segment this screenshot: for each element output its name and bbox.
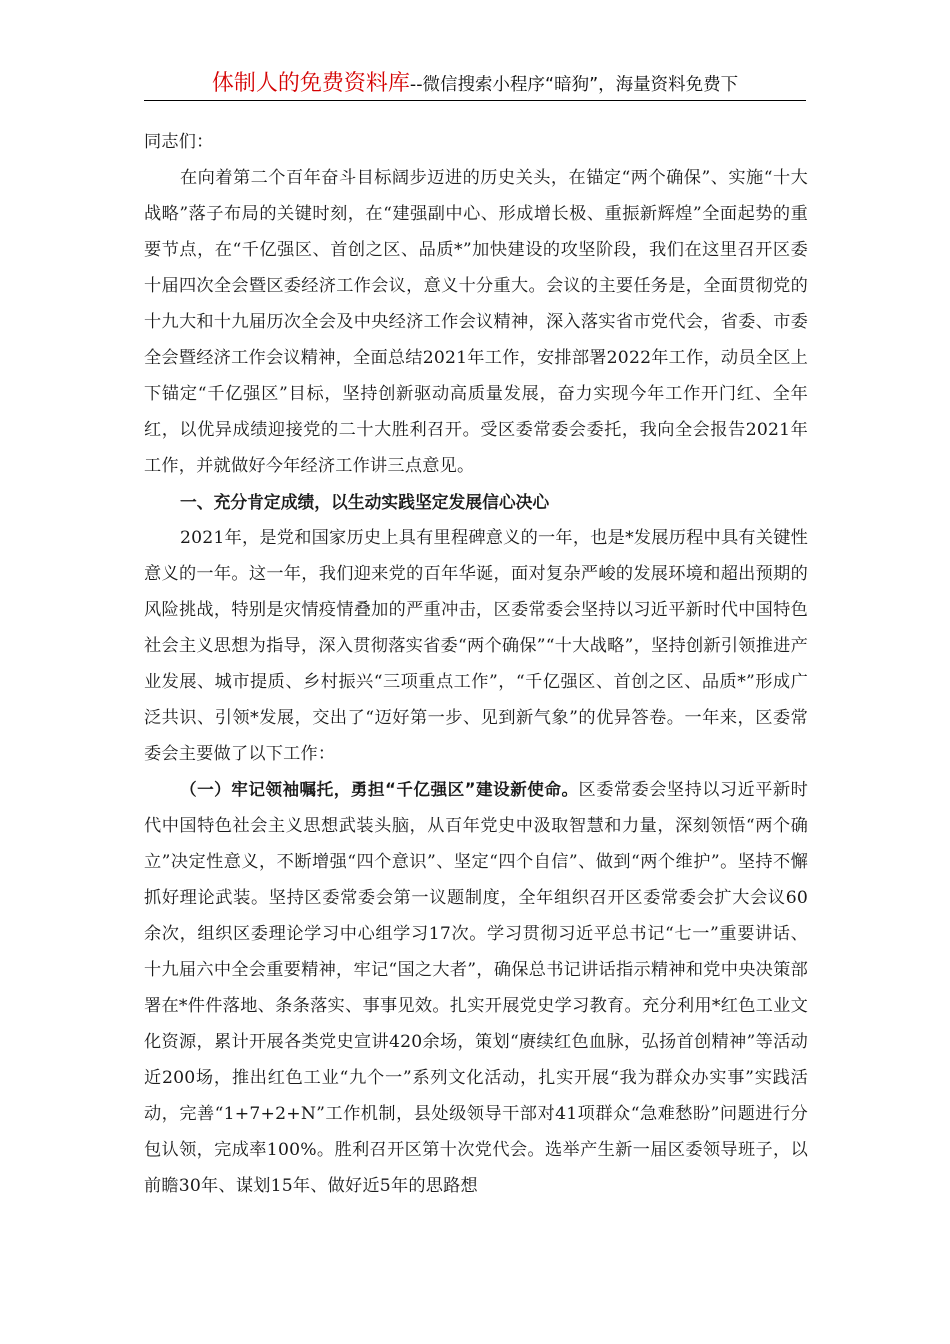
page-header-watermark [144, 66, 806, 101]
intro-paragraph: 在向着第二个百年奋斗目标阔步迈进的历史关头，在锚定“两个确保”、实施“十大战略”落子布局的关键时刻，在“建强副中心、形成增长极、重振新辉煌”全面起势的重要节点，在“千亿强区、首创之区、品质*”加快建设的攻坚阶段，我们在这里召开区委十届四次全会暨区委经济工作会议，意义十分重大。会议的主要任务是，全面贯彻党的十九大和十九届历次全会及中央经济工作会议精神，深入落实省市党代会，省委、市委全会暨经济工作会议精神，全面总结2021年工作，安排部署2022年工作，动员全区上下锚定“千亿强区”目标，坚持创新驱动高质量发展，奋力实现今年工作开门红、全年红，以优异成绩迎接党的二十大胜利召开。受区委常委会委托，我向全会报告2021年工作，并就做好今年经济工作讲三点意见。 [144, 168, 808, 476]
section-1-heading: 一、充分肯定成绩，以生动实践坚定发展信心决心 [180, 492, 550, 512]
header-tagline: --微信搜索小程序“暗狗”，海量资料免费下 [409, 75, 739, 95]
item-1-lead: （一）牢记领袖嘱托，勇担“千亿强区”建设新使命。 [180, 780, 579, 799]
section-1-paragraph: 2021年，是党和国家历史上具有里程碑意义的一年，也是*发展历程中具有关键性意义的一年。这一年，我们迎来党的百年华诞，面对复杂严峻的发展环境和超出预期的风险挑战，特别是灾情疫情叠加的严重冲击，区委常委会坚持以习近平新时代中国特色社会主义思想为指导，深入贯彻落实省委“两个确保”“十大战略”，坚持创新引领推进产业发展、城市提质、乡村振兴“三项重点工作”，“千亿强区、首创之区、品质*”形成广泛共识、引领*发展，交出了“迈好第一步、见到新气象”的优异答卷。一年来，区委常委会主要做了以下工作： [144, 528, 808, 764]
header-brand: 体制人的免费资料库 [211, 71, 410, 96]
item-1-text: 区委常委会坚持以习近平新时代中国特色社会主义思想武装头脑，从百年党史中汲取智慧和力量，深刻领悟“两个确立”决定性意义，不断增强“四个意识”、坚定“四个自信”、做到“两个维护”。坚持不懈抓好理论武装。坚持区委常委会第一议题制度，全年组织召开区委常委会扩大会议60余次，组织区委理论学习中心组学习17次。学习贯彻习近平总书记“七一”重要讲话、十九届六中全会重要精神，牢记“国之大者”，确保总书记讲话指示精神和党中央决策部署在*件件落地、条条落实、事事见效。扎实开展党史学习教育。充分利用*红色工业文化资源，累计开展各类党史宣讲420余场，策划“赓续红色血脉，弘扬首创精神”等活动近200场，推出红色工业“九个一”系列文化活动，扎实开展“我为群众办实事”实践活动，完善“1+7+2+N”工作机制，县处级领导干部对41项群众“急难愁盼”问题进行分包认领，完成率100%。胜利召开区第十次党代会。选举产生新一届区委领导班子，以前瞻30年、谋划15年、做好近5年的思路想 [144, 780, 808, 1196]
salutation: 同志们： [144, 132, 214, 152]
document-body [144, 124, 808, 1204]
item-1-paragraph [144, 772, 808, 1204]
